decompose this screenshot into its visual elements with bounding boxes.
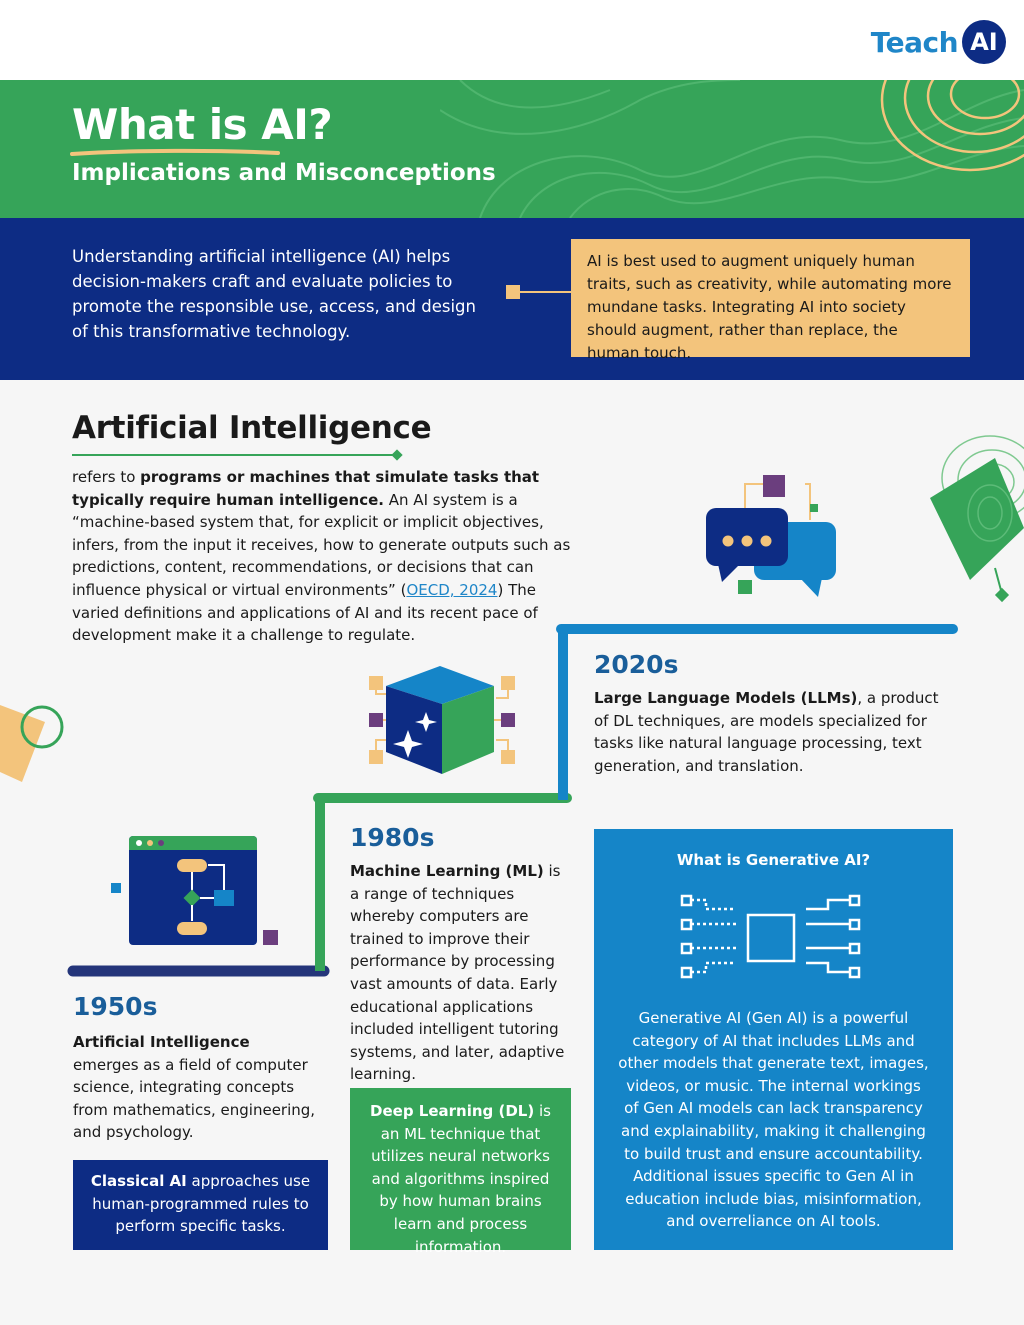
peach-shape-decoration xyxy=(0,700,70,785)
era-1950s-year: 1950s xyxy=(73,992,158,1021)
intro-band xyxy=(0,218,1024,380)
era-1980s-text xyxy=(350,860,572,1086)
ai-definition xyxy=(72,466,572,647)
page-subtitle: Implications and Misconceptions xyxy=(72,160,496,186)
era-2020s-text xyxy=(594,687,954,777)
era-2020s-bold: Large Language Models (LLMs) xyxy=(594,689,858,707)
chat-bubbles-icon xyxy=(700,470,850,600)
callout-box: AI is best used to augment uniquely human traits, such as creativity, while automating more mundane tasks. Integrating AI into society should augment, rather than replace, the human touch. xyxy=(571,239,970,357)
title-banner xyxy=(0,80,1024,218)
deep-learning-body: is an ML technique that utilizes neural networks and algorithms inspired by how human brains learn and process information. xyxy=(371,1102,551,1256)
oecd-link[interactable]: OECD, 2024 xyxy=(406,580,498,599)
era-1980s-year: 1980s xyxy=(350,823,435,852)
title-underline-decoration xyxy=(70,148,280,158)
ai-heading: Artificial Intelligence xyxy=(72,410,432,446)
ai-def-prefix: refers to xyxy=(72,468,141,486)
page-title: What is AI? xyxy=(72,100,333,149)
ai-heading-underline xyxy=(72,449,406,461)
generative-ai-text: Generative AI (Gen AI) is a powerful category of AI that includes LLMs and other models that generate text, images, videos, or music. The internal workings of Gen AI models can lack transparency and explainability, making it challenging to build trust and ensure accountability. Additional issues specific to Gen AI in education include bias, misinformation, and overreliance on AI tools. xyxy=(618,1009,929,1231)
era-1950s-body: emerges as a field of computer science, integrating concepts from mathematics, engineering, and psychology. xyxy=(73,1055,316,1142)
era-1950s-bold: Artificial Intelligence xyxy=(73,1033,250,1051)
teachai-logo xyxy=(871,20,1006,64)
era-2020s-year: 2020s xyxy=(594,650,679,679)
cube-icon xyxy=(364,660,519,780)
logo-badge: AI xyxy=(962,20,1006,64)
deep-learning-bold: Deep Learning (DL) xyxy=(370,1102,535,1120)
classical-ai-box xyxy=(73,1160,328,1250)
callout-connector xyxy=(506,285,572,299)
contour-pattern-decoration xyxy=(440,80,1024,218)
intro-text: Understanding artificial intelligence (AI) helps decision-makers craft and evaluate policies to promote the responsible use, access, and design of this transformative technology. xyxy=(72,247,476,341)
classical-ai-body: approaches use human-programmed rules to perform specific tasks. xyxy=(92,1172,311,1236)
era-2020s-body: , a product of DL techniques, are models specialized for tasks like natural language processing, text generation, and translation. xyxy=(594,689,939,775)
ai-def-middle: An AI system is a “machine-based system that, for explicit or implicit objectives, infers, from the input it receives, how to generate outputs such as predictions, content, recommendations, or decisions that can influence physical or virtual environments” ( xyxy=(72,490,571,599)
era-1980s-body: is a range of techniques whereby computers are trained to improve their performance by processing vast amounts of data. Early educational applications included intelligent tutoring systems, and later, adaptive learning. xyxy=(350,862,565,1084)
flowchart-window-icon xyxy=(108,833,283,948)
ai-def-bold: programs or machines that simulate tasks that typically require human intelligence. xyxy=(72,468,540,509)
generative-ai-diagram-icon xyxy=(678,891,868,991)
generative-ai-box xyxy=(594,829,953,1250)
logo-text: Teach xyxy=(870,25,958,59)
era-1980s-bold: Machine Learning (ML) xyxy=(350,862,544,880)
top-bar xyxy=(0,0,1024,80)
era-1950s-text xyxy=(73,1031,318,1144)
deep-learning-box xyxy=(350,1088,571,1256)
green-diamond-decoration xyxy=(920,418,1024,608)
ai-def-suffix: ) The varied definitions and applications of AI and its recent pace of development make it a challenge to regulate. xyxy=(72,580,538,645)
classical-ai-bold: Classical AI xyxy=(90,1172,187,1190)
generative-ai-title: What is Generative AI? xyxy=(676,851,871,869)
